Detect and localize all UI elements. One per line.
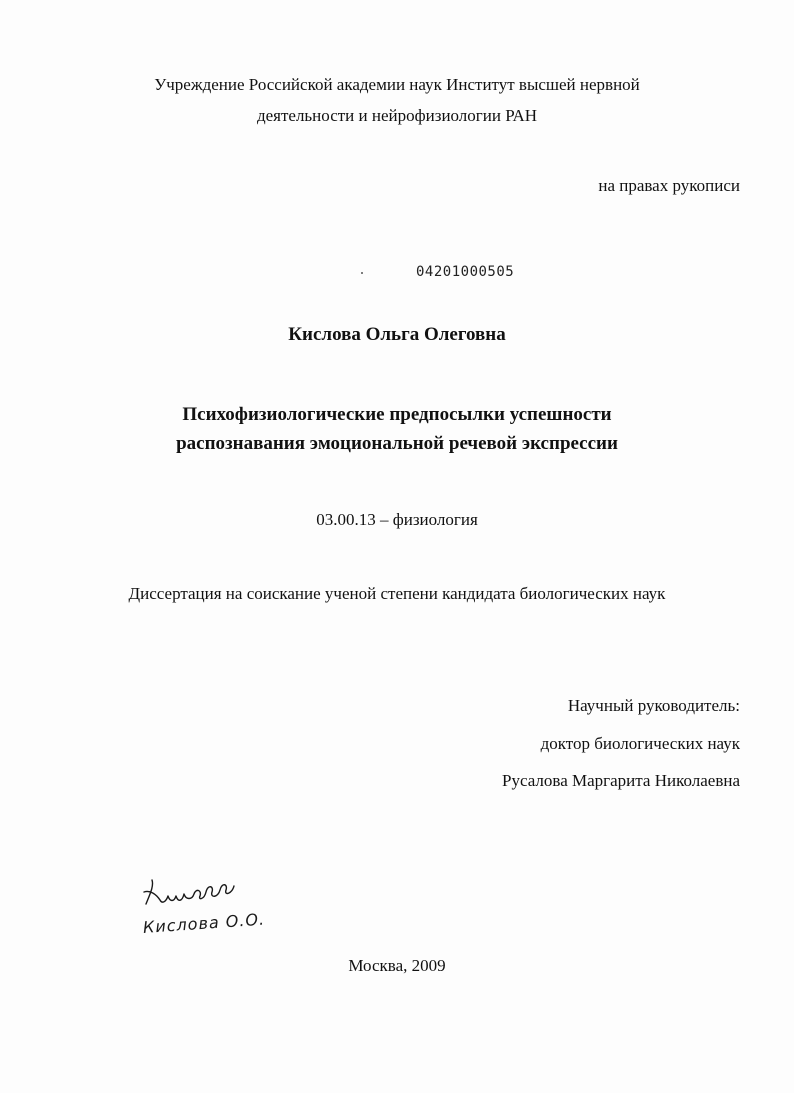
rights-note: на правах рукописи (598, 176, 740, 195)
specialty-code: 03.00.13 – физиология (316, 510, 478, 529)
supervisor-degree: доктор биологических наук (540, 734, 740, 753)
handwritten-name: Кислова О.О. (142, 909, 266, 937)
supervisor-name: Русалова Маргарита Николаевна (502, 771, 740, 790)
thesis-title-line-1: Психофизиологические предпосылки успешности (182, 404, 612, 425)
institution-line-1: Учреждение Российской академии наук Институт высшей нервной (154, 75, 640, 94)
author-name: Кислова Ольга Олеговна (288, 324, 506, 345)
degree-statement: Диссертация на соискание ученой степени кандидата биологических наук (128, 584, 666, 603)
supervisor-label: Научный руководитель: (567, 696, 740, 715)
city-year: Москва, 2009 (348, 956, 446, 975)
registration-number: 04201000505 (416, 264, 515, 280)
thesis-title-line-2: распознавания эмоциональной речевой экспрессии (176, 433, 618, 454)
institution-line-2: деятельности и нейрофизиологии РАН (256, 106, 538, 125)
scan-speck (361, 272, 363, 274)
